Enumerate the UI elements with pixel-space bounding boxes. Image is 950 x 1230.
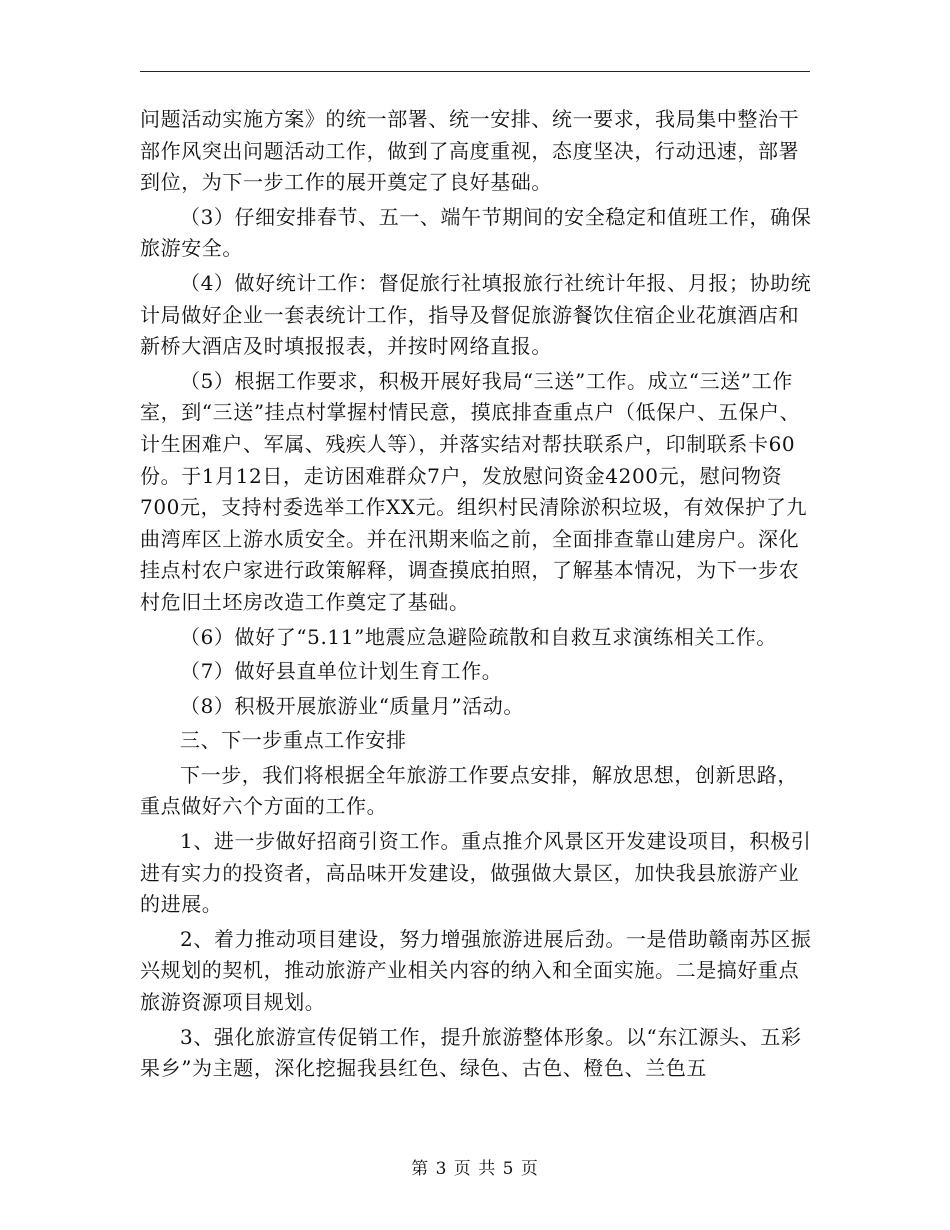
paragraph: （5）根据工作要求，积极开展好我局“三送”工作。成立“三送”工作室，到“三送”挂点村掌握村情民意，摸底排查重点户（低保户、五保户、计生困难户、军属、残疾人等），并落实结对帮扶联系户，印制联系卡60份。于1月12日，走访困难群众7户，发放慰问资金4200元，慰问物资700元，支持村委选举工作XX元。组织村民清除淤积垃圾，有效保护了九曲湾库区上游水质安全。并在汛期来临之前，全面排查靠山建房户。深化挂点村农户家进行政策解释，调查摸底拍照，了解基本情况，为下一步农村危旧土坯房改造工作奠定了基础。 [140,368,808,614]
paragraph: 问题活动实施方案》的统一部署、统一安排、统一要求，我局集中整治干部作风突出问题活动工作，做到了高度重视，态度坚决，行动迅速，部署到位，为下一步工作的展开奠定了良好基础。 [140,107,800,195]
paragraph: （4）做好统计工作：督促旅行社填报旅行社统计年报、月报；协助统计局做好企业一套表统计工作，指导及督促旅游餐饮住宿企业花旗酒店和新桥大酒店及时填报报表，并按时网络直报。 [140,270,812,359]
paragraph: 1、进一步做好招商引资工作。重点推介风景区开发建设项目，积极引进有实力的投资者，高品味开发建设，做强做大景区，加快我县旅游产业的进展。 [140,829,812,917]
paragraph: 下一步，我们将根据全年旅游工作要点安排，解放思想，创新思路，重点做好六个方面的工作。 [140,762,798,819]
document-body [140,104,816,1085]
section-heading: 三、下一步重点工作安排 [180,728,407,753]
page-number: 第 3 页 共 5 页 [411,1159,539,1179]
header-rule [140,71,810,72]
paragraph: 3、强化旅游宣传促销工作，提升旅游整体形象。以“东江源头、五彩果乡”为主题，深化挖掘我县红色、绿色、古色、橙色、兰色五 [140,1024,802,1081]
paragraph: （6）做好了“5.11”地震应急避险疏散和自救互求演练相关工作。 [180,624,777,649]
paragraph: （8）积极开展旅游业“质量月”活动。 [180,693,524,718]
paragraph: （3）仔细安排春节、五一、端午节期间的安全稳定和值班工作，确保旅游安全。 [140,204,812,261]
paragraph: 2、着力推动项目建设，努力增强旅游进展后劲。一是借助赣南苏区振兴规划的契机，推动旅游产业相关内容的纳入和全面实施。二是搞好重点旅游资源项目规划。 [140,926,812,1015]
paragraph: （7）做好县直单位计划生育工作。 [180,659,503,684]
